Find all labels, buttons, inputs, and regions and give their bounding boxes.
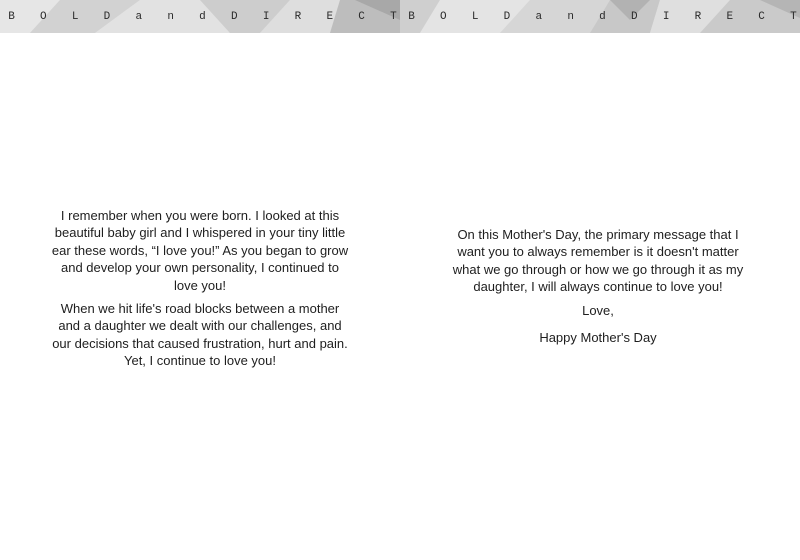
banner-letter: C: [358, 10, 365, 23]
banner-letter: O: [40, 10, 47, 23]
banner-letter: R: [294, 10, 302, 23]
banner-letter: D: [630, 10, 638, 23]
banner-letter: C: [758, 10, 765, 23]
message-paragraph: On this Mother's Day, the primary message that I want you to always remember is it doesn't matter what we go through or how we go through it as my daughter, I will always continue to love you!: [452, 227, 744, 295]
banner-letter: L: [71, 10, 79, 23]
banner-letter: E: [726, 10, 734, 23]
banner-letter: T: [390, 10, 397, 23]
banner-letter: D: [503, 10, 511, 23]
paragraph: When we hit life's road blocks between a mother and a daughter we dealt with our challenges, and our decisions that caused frustration, hurt and pain. Yet, I continue to love you!: [52, 301, 348, 369]
banner-letter: E: [326, 10, 334, 23]
banner-letter: a: [535, 10, 543, 23]
banner-letters: [0, 0, 400, 33]
banner-letter: I: [262, 10, 270, 23]
banner-letter: I: [662, 10, 670, 23]
header-banner-left: [0, 0, 400, 33]
banner-letter: d: [599, 10, 606, 23]
banner-letter: T: [790, 10, 797, 23]
banner-letter: R: [694, 10, 702, 23]
header-banner-right: [400, 0, 800, 33]
banner-letter: B: [8, 10, 15, 23]
paragraph: I remember when you were born. I looked at this beautiful baby girl and I whispered in your tiny little ear these words, “I love you!” As you began to grow and develop your own personality, I continued to love you!: [51, 208, 349, 293]
banner-letter: O: [440, 10, 447, 23]
banner-letter: n: [567, 10, 574, 23]
banner-letter: d: [199, 10, 206, 23]
banner-letter: D: [103, 10, 111, 23]
banner-letter: B: [408, 10, 415, 23]
banner-letters: [400, 0, 800, 33]
banner-letter: L: [471, 10, 479, 23]
banner-letter: D: [230, 10, 238, 23]
right-page-text: [448, 226, 748, 352]
left-page-text: [50, 207, 350, 376]
banner-letter: n: [167, 10, 174, 23]
closing: Love,: [582, 302, 614, 318]
signature: Happy Mother's Day: [539, 330, 657, 346]
banner-letter: a: [135, 10, 143, 23]
